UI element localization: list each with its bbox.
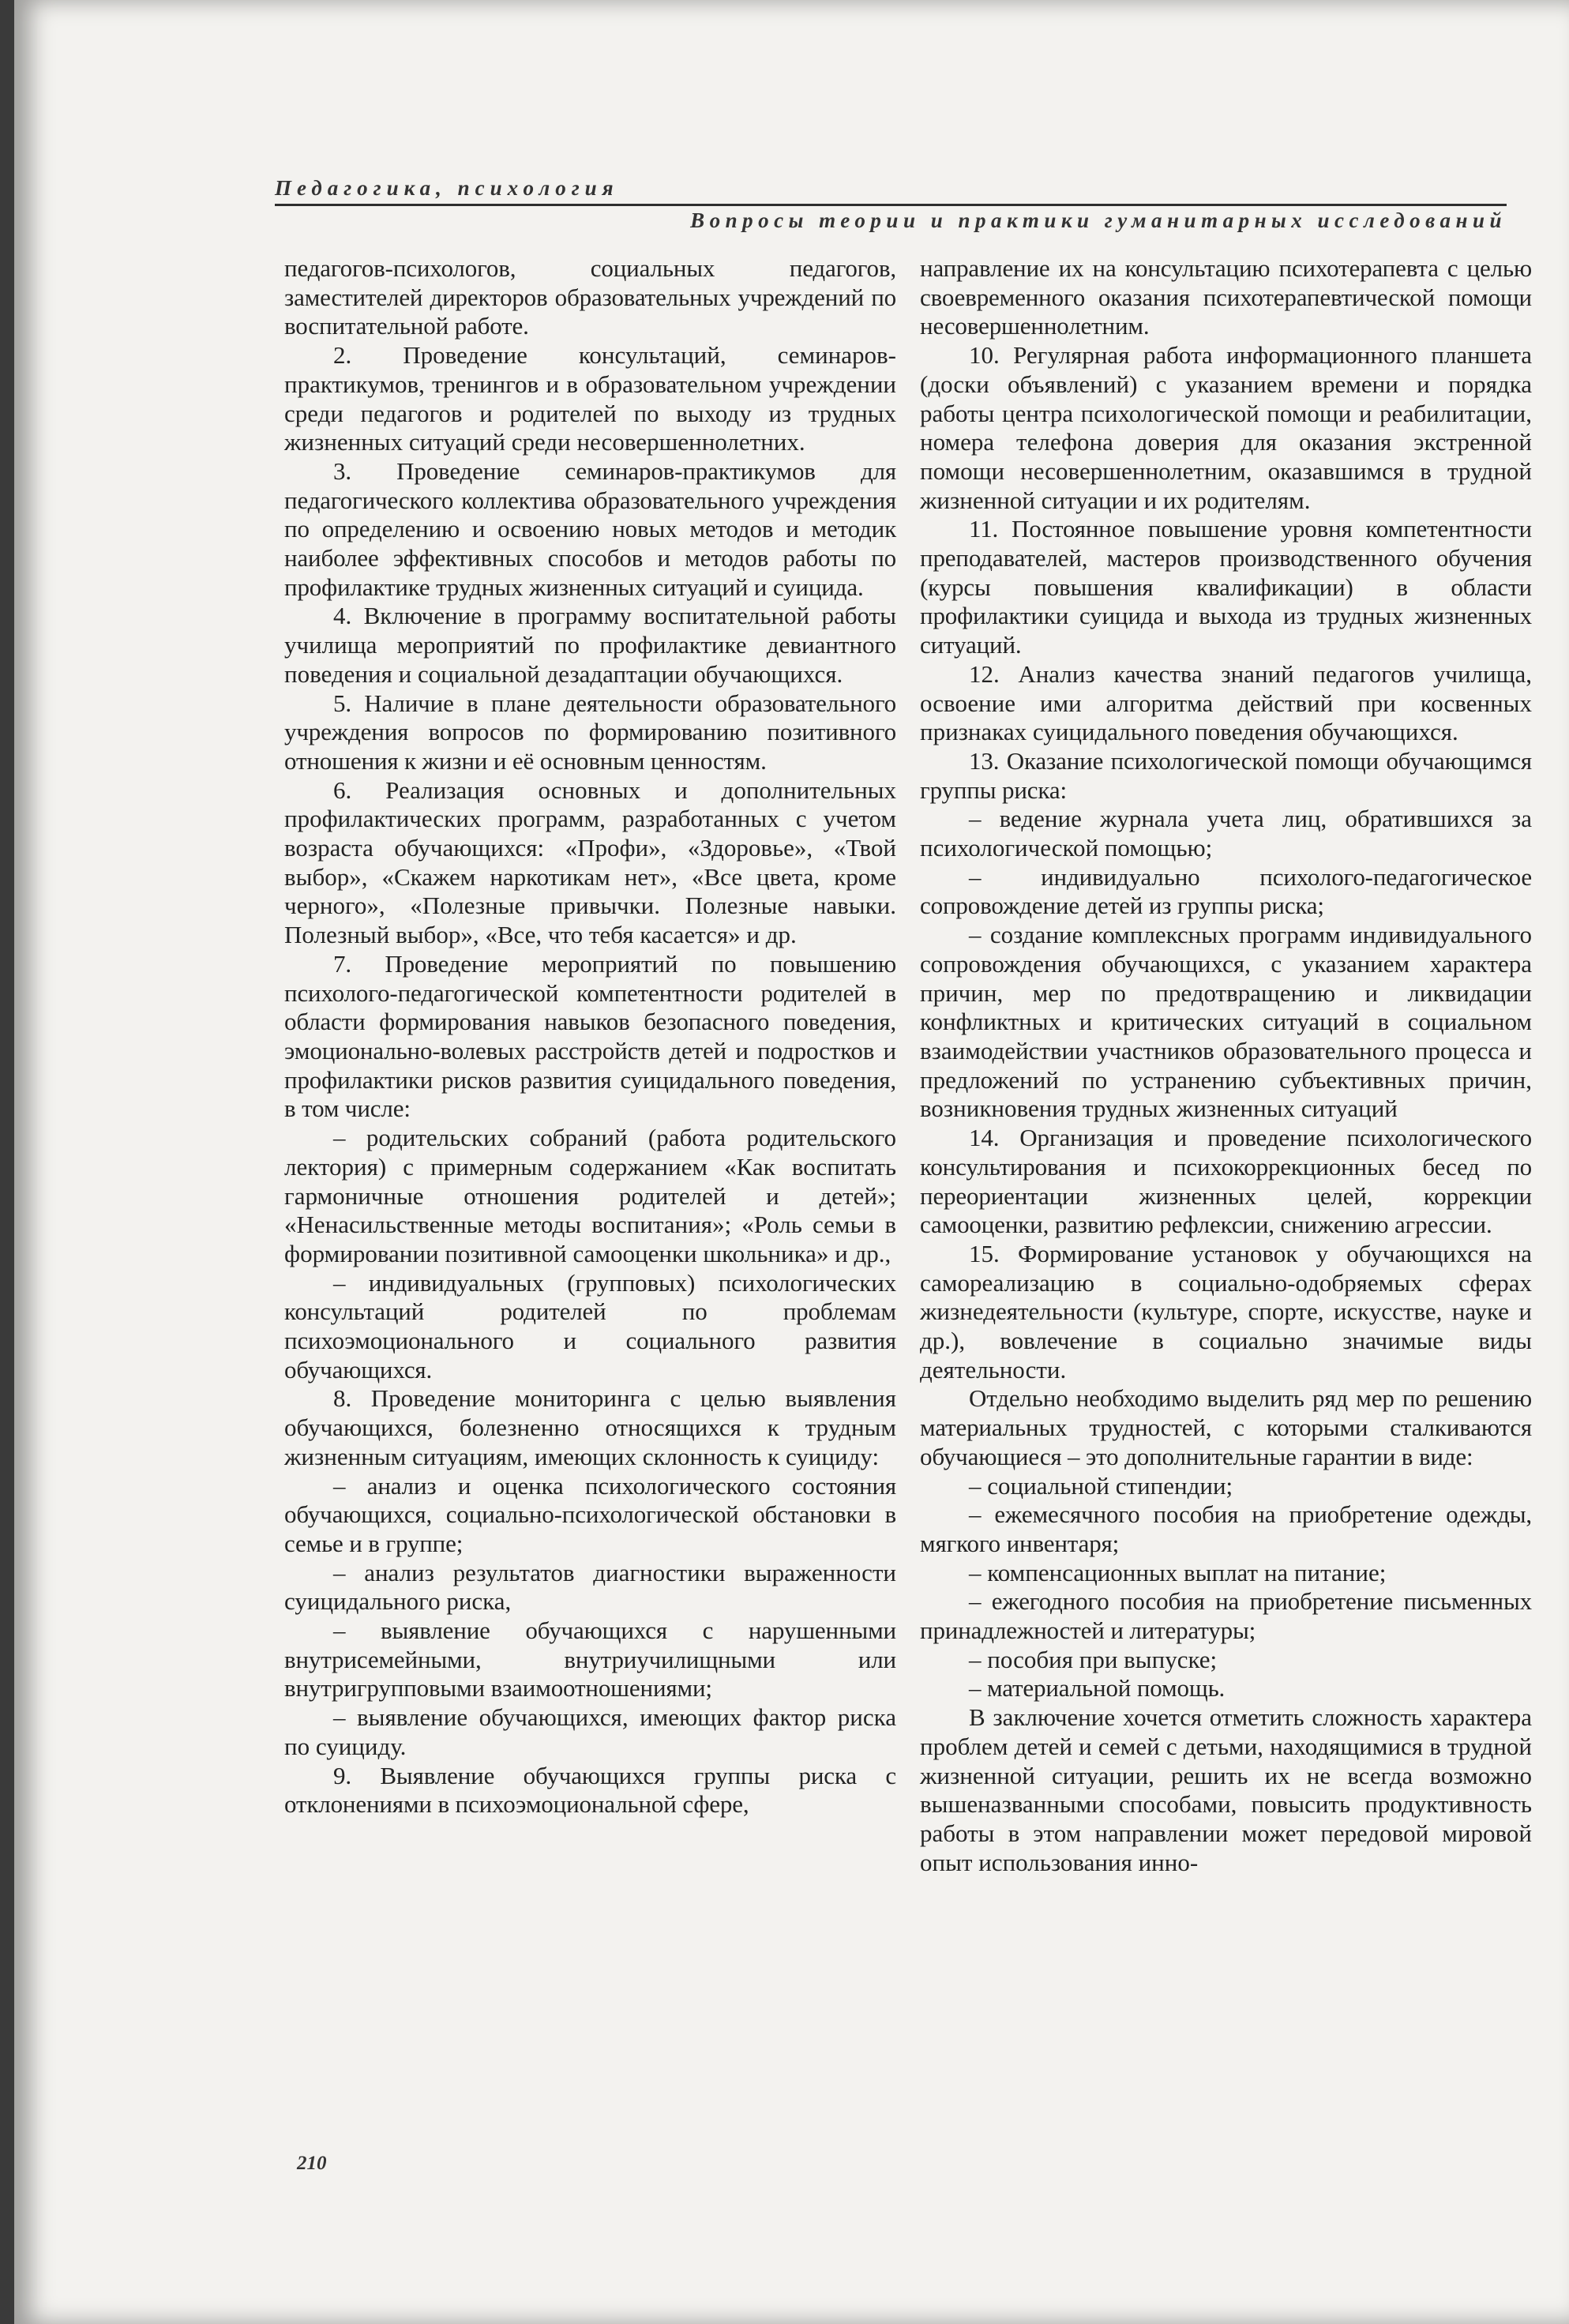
paragraph: направление их на консультацию психотерапевта с целью своевременного оказания психотерапевтической помощи несовершеннолетним. [920, 254, 1532, 340]
paragraph: 6. Реализация основных и дополнительных профилактических программ, разработанных с учетом возраста обучающихся: «Профи», «Здоровье», «Твой выбор», «Скажем наркотикам нет», «Все цвета, кроме черного», «Полезные привычки. Полезные навыки. Полезный выбор», «Все, что тебя касается» и др. [284, 775, 896, 949]
section-title: Педагогика, психология [275, 176, 619, 200]
paragraph: 15. Формирование установок у обучающихся на самореализацию в социально-одобряемых сферах жизнедеятельности (культуре, спорте, искусстве, науке и др.), вовлечение в социально значимые виды деятельности. [920, 1239, 1532, 1384]
paragraph: 5. Наличие в плане деятельности образовательного учреждения вопросов по формированию позитивного отношения к жизни и её основным ценностям. [284, 689, 896, 775]
paragraph: – индивидуально психолого-педагогическое сопровождение детей из группы риска; [920, 862, 1532, 920]
paragraph: – ежемесячного пособия на приобретение одежды, мягкого инвентаря; [920, 1500, 1532, 1557]
paragraph: – ведение журнала учета лиц, обратившихся за психологической помощью; [920, 805, 1532, 862]
paragraph: – социальной стипендии; [969, 1471, 1233, 1500]
paragraph: – материальной помощь. [969, 1674, 1226, 1703]
paragraph: – анализ и оценка психологического состояния обучающихся, социально-психологической обстановки в семье и в группе; [284, 1471, 896, 1557]
paragraph: 2. Проведение консультаций, семинаров-практикумов, тренингов и в образовательном учреждении среди педагогов и родителей по выходу из трудных жизненных ситуаций среди несовершеннолетних. [284, 341, 896, 456]
right-column [920, 254, 1532, 1877]
paragraph: В заключение хочется отметить сложность характера проблем детей и семей с детьми, находящимися в трудной жизненной ситуации, решить их не всегда возможно вышеназванными способами, повысить продуктивность работы в этом направлении может передовой мировой опыт использования инно- [920, 1703, 1532, 1876]
running-header [275, 175, 1507, 233]
paragraph: – выявление обучающихся с нарушенными внутрисемейными, внутриучилищными или внутригрупповыми взаимоотношениями; [284, 1616, 896, 1703]
paragraph: 12. Анализ качества знаний педагогов училища, освоение ими алгоритма действий при косвенных признаках суицидального поведения обучающихся. [920, 659, 1532, 746]
page-number: 210 [297, 2153, 327, 2174]
paragraph: 7. Проведение мероприятий по повышению психолого-педагогической компетентности родителей в области формирования навыков безопасного поведения, эмоционально-волевых расстройств детей и подростков и профилактики рисков развития суицидального поведения, в том числе: [284, 949, 896, 1123]
journal-title: Вопросы теории и практики гуманитарных исследований [690, 208, 1507, 232]
journal-page [14, 0, 1569, 2324]
paragraph: – ежегодного пособия на приобретение письменных принадлежностей и литературы; [920, 1587, 1532, 1645]
paragraph: 14. Организация и проведение психологического консультирования и психокоррекционных бесед по переориентации жизненных целей, коррекции самооценки, развитию рефлексии, снижению агрессии. [920, 1124, 1532, 1239]
paragraph: 13. Оказание психологической помощи обучающимся группы риска: [920, 746, 1532, 804]
paragraph: – индивидуальных (групповых) психологических консультаций родителей по проблемам психоэмоционального и социального развития обучающихся. [284, 1268, 896, 1384]
paragraph: – выявление обучающихся, имеющих фактор риска по суициду. [284, 1703, 896, 1760]
paragraph: педагогов-психологов, социальных педагогов, заместителей директоров образовательных учреждений по воспитательной работе. [284, 254, 896, 340]
header-rule [275, 204, 1507, 206]
paragraph: 11. Постоянное повышение уровня компетентности преподавателей, мастеров производственного обучения (курсы повышения квалификации) в области профилактики суицида и выхода из трудных жизненных ситуаций. [920, 515, 1532, 659]
paragraph: 9. Выявление обучающихся группы риска с отклонениями в психоэмоциональной сфере, [284, 1761, 896, 1819]
paragraph: Отдельно необходимо выделить ряд мер по решению материальных трудностей, с которыми сталкиваются обучающиеся – это дополнительные гарантии в виде: [920, 1384, 1532, 1470]
paragraph: – компенсационных выплат на питание; [969, 1558, 1387, 1586]
paragraph: 4. Включение в программу воспитательной работы училища мероприятий по профилактике девиантного поведения и социальной дезадаптации обучающихся. [284, 602, 896, 688]
paragraph: – создание комплексных программ индивидуального сопровождения обучающихся, с указанием характера причин, мер по предотвращению и ликвидации конфликтных и критических ситуаций в социальном взаимодействии участников образовательного процесса и предложений по устранению субъективных причин, возникновения трудных жизненных ситуаций [920, 921, 1532, 1123]
paragraph: – родительских собраний (работа родительского лектория) с примерным содержанием «Как воспитать гармоничные отношения родителей и детей»; «Ненасильственные методы воспитания»; «Роль семьи в формировании позитивной самооценки школьника» и др., [284, 1124, 896, 1267]
paragraph: 10. Регулярная работа информационного планшета (доски объявлений) с указанием времени и порядка работы центра психологической помощи и реабилитации, номера телефона доверия для оказания экстренной помощи несовершеннолетним, оказавшимся в трудной жизненной ситуации и их родителям. [920, 341, 1532, 514]
paragraph: 3. Проведение семинаров-практикумов для педагогического коллектива образовательного учреждения по определению и освоению новых методов и методик наиболее эффективных способов и методов работы по профилактике трудных жизненных ситуаций и суицида. [284, 456, 896, 601]
paragraph: – пособия при выпуске; [969, 1645, 1218, 1673]
left-column [284, 254, 896, 1819]
paragraph: – анализ результатов диагностики выраженности суицидального риска, [284, 1558, 896, 1616]
paragraph: 8. Проведение мониторинга с целью выявления обучающихся, болезненно относящихся к трудным жизненным ситуациям, имеющих склонность к суициду: [284, 1384, 896, 1470]
